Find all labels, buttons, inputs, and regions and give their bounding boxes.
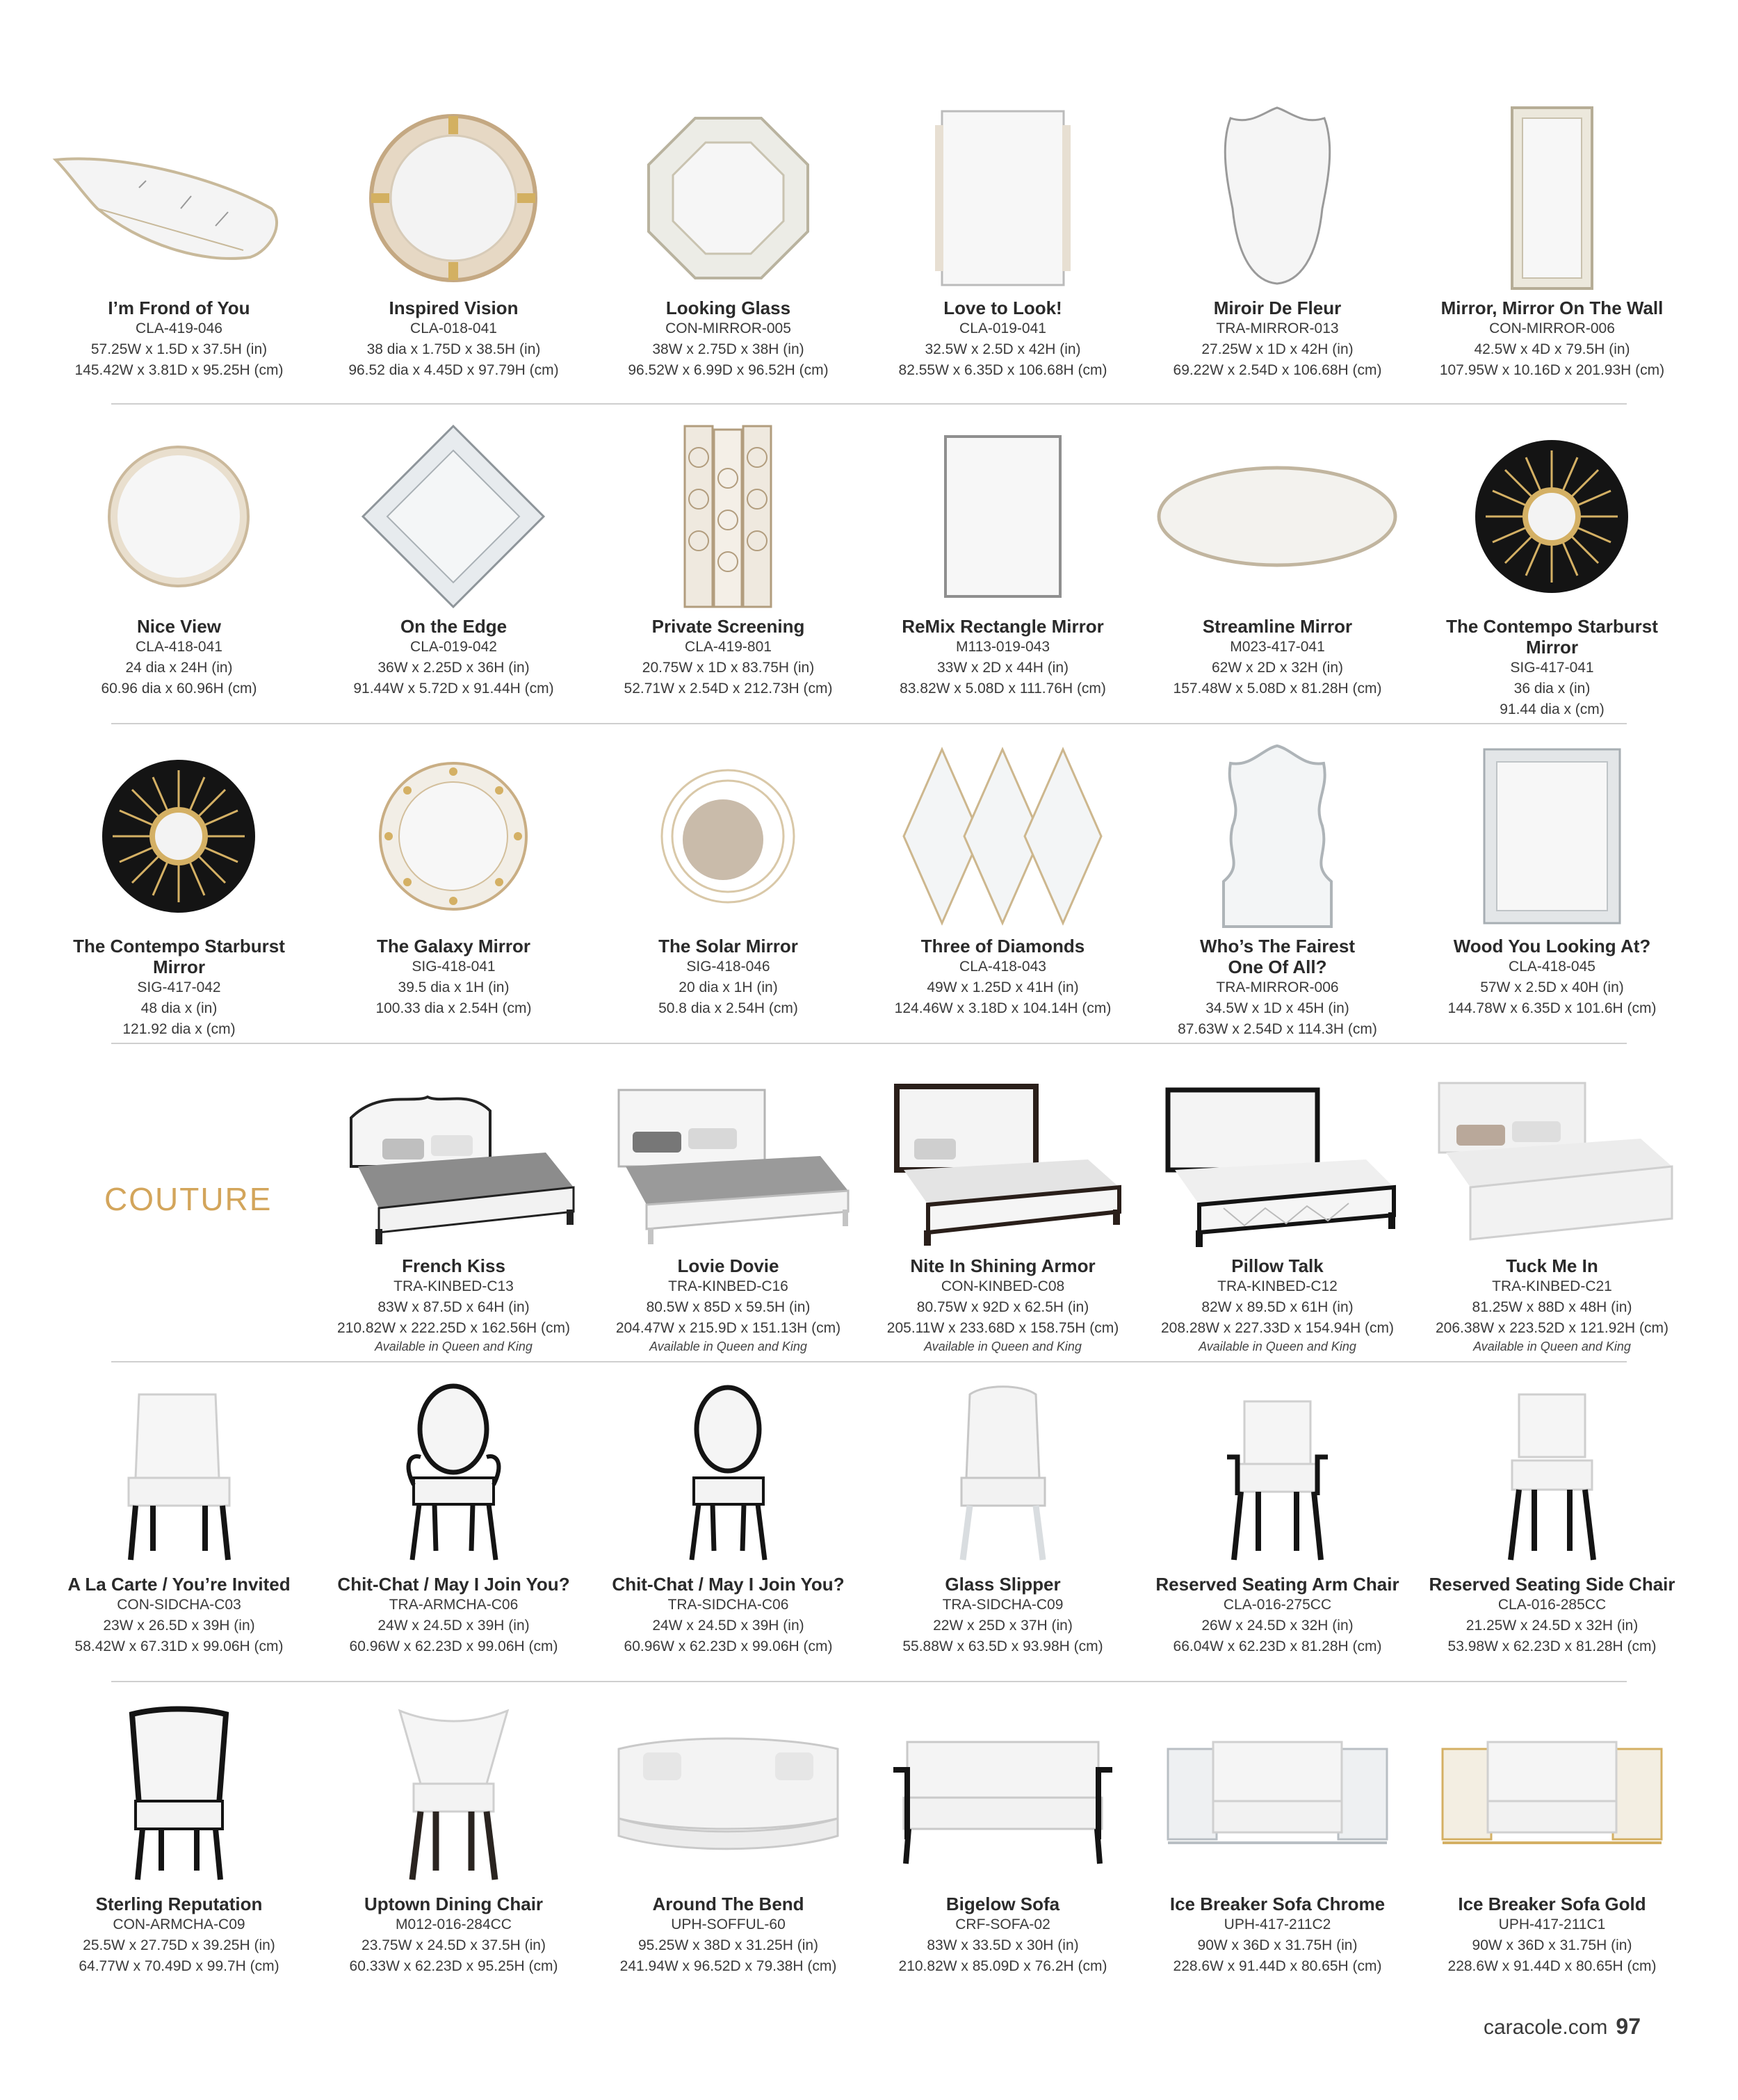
- product-sku: CON-MIRROR-005: [665, 320, 791, 336]
- product-info: [866, 1574, 1140, 1657]
- product-card[interactable]: [1140, 104, 1415, 410]
- product-dims-in: 83W x 33.5D x 30H (in): [927, 1937, 1079, 1953]
- octagon-mirror-image: [591, 104, 866, 292]
- page-number: 97: [1616, 2014, 1641, 2039]
- page-footer: [1484, 2014, 1641, 2040]
- product-card[interactable]: [591, 742, 866, 1048]
- product-row: [0, 423, 1738, 729]
- row-divider: [111, 1681, 1627, 1682]
- product-info: [591, 298, 866, 381]
- product-name: On the Edge: [400, 616, 507, 637]
- product-card[interactable]: [866, 742, 1140, 1048]
- product-dims-cm: 60.96 dia x 60.96H (cm): [101, 681, 257, 697]
- sofa-image: [1415, 1700, 1689, 1888]
- product-dims-in: 82W x 89.5D x 61H (in): [1201, 1299, 1354, 1315]
- product-dims-cm: 208.28W x 227.33D x 154.94H (cm): [1161, 1320, 1394, 1336]
- product-name: A La Carte / You’re Invited: [67, 1574, 291, 1595]
- product-card[interactable]: [866, 104, 1140, 410]
- product-info: [591, 936, 866, 1019]
- product-info: [1140, 1255, 1415, 1354]
- product-dims-in: 80.5W x 85D x 59.5H (in): [646, 1299, 811, 1315]
- product-name-line2: Mirror: [1525, 637, 1579, 658]
- product-card[interactable]: [316, 742, 591, 1048]
- product-info: [866, 298, 1140, 381]
- product-dims-in: 20.75W x 1D x 83.75H (in): [642, 660, 815, 676]
- product-name-line2: One Of All?: [1228, 957, 1327, 977]
- product-dims-cm: 100.33 dia x 2.54H (cm): [375, 1000, 532, 1016]
- product-name: Looking Glass: [665, 298, 791, 318]
- product-info: [591, 1574, 866, 1657]
- product-info: [42, 936, 316, 1040]
- tall-mirror-image: [1415, 104, 1689, 292]
- product-card[interactable]: [316, 423, 591, 729]
- round-mirror-image: [42, 423, 316, 610]
- product-info: [591, 616, 866, 699]
- availability-note: Available in Queen and King: [649, 1340, 807, 1353]
- bed-image: [1415, 1062, 1689, 1250]
- product-dims-in: 24W x 24.5D x 39H (in): [377, 1618, 530, 1634]
- product-name: Tuck Me In: [1506, 1255, 1598, 1276]
- product-dims-cm: 58.42W x 67.31D x 99.06H (cm): [74, 1638, 284, 1654]
- product-info: [866, 1255, 1140, 1354]
- product-dims-cm: 87.63W x 2.54D x 114.3H (cm): [1178, 1021, 1377, 1037]
- product-dims-cm: 91.44W x 5.72D x 91.44H (cm): [353, 681, 554, 697]
- bed-image: [316, 1062, 591, 1250]
- oval-mirror-image: [1140, 423, 1415, 610]
- bed-image: [1140, 1062, 1415, 1250]
- chair-image: [316, 1700, 591, 1888]
- product-card[interactable]: [42, 1381, 316, 1686]
- product-sku: TRA-MIRROR-013: [1216, 320, 1339, 336]
- chair-image: [42, 1381, 316, 1568]
- bed-image: [591, 1062, 866, 1250]
- product-dims-in: 25.5W x 27.75D x 39.25H (in): [83, 1937, 275, 1953]
- product-dims-in: 38 dia x 1.75D x 38.5H (in): [366, 341, 541, 357]
- product-name: The Contempo Starburst: [73, 936, 285, 957]
- product-name: Chit-Chat / May I Join You?: [612, 1574, 845, 1595]
- availability-note: Available in Queen and King: [924, 1340, 1082, 1353]
- availability-note: Available in Queen and King: [1199, 1340, 1356, 1353]
- product-name: The Solar Mirror: [658, 936, 798, 957]
- product-info: [866, 1894, 1140, 1977]
- product-card[interactable]: [591, 423, 866, 729]
- product-card[interactable]: [1415, 1381, 1689, 1686]
- product-name: Lovie Dovie: [677, 1255, 779, 1276]
- row-divider: [111, 403, 1627, 405]
- product-sku: TRA-SIDCHA-C09: [942, 1597, 1064, 1613]
- product-dims-in: 57.25W x 1.5D x 37.5H (in): [90, 341, 268, 357]
- product-info: [591, 1255, 866, 1354]
- product-name: Miroir De Fleur: [1213, 298, 1342, 318]
- section-label: COUTURE: [104, 1181, 273, 1217]
- product-name: French Kiss: [402, 1255, 505, 1276]
- product-dims-cm: 205.11W x 233.68D x 158.75H (cm): [886, 1320, 1119, 1336]
- product-dims-cm: 210.82W x 222.25D x 162.56H (cm): [337, 1320, 570, 1336]
- shield-mirror-image: [1140, 104, 1415, 292]
- screen-image: [591, 423, 866, 610]
- product-dims-in: 23.75W x 24.5D x 37.5H (in): [362, 1937, 546, 1953]
- armchair-image: [42, 1700, 316, 1888]
- product-card[interactable]: [42, 1700, 316, 2006]
- product-sku: UPH-417-211C2: [1224, 1916, 1331, 1932]
- product-info: [42, 298, 316, 381]
- bed-image: [866, 1062, 1140, 1250]
- product-dims-in: 81.25W x 88D x 48H (in): [1472, 1299, 1632, 1315]
- product-info: [1140, 1574, 1415, 1657]
- product-card[interactable]: [1140, 1700, 1415, 2006]
- framed-mirror-image: [1415, 742, 1689, 930]
- product-dims-cm: 210.82W x 85.09D x 76.2H (cm): [898, 1958, 1107, 1974]
- product-sku: TRA-SIDCHA-C06: [667, 1597, 789, 1613]
- product-card[interactable]: [866, 1381, 1140, 1686]
- product-dims-in: 80.75W x 92D x 62.5H (in): [916, 1299, 1089, 1315]
- chair-image: [866, 1381, 1140, 1568]
- availability-note: Available in Queen and King: [1473, 1340, 1631, 1353]
- product-dims-cm: 206.38W x 223.52D x 121.92H (cm): [1436, 1320, 1668, 1336]
- product-dims-cm: 204.47W x 215.9D x 151.13H (cm): [615, 1320, 841, 1336]
- site-url[interactable]: caracole.com: [1484, 2016, 1608, 2039]
- leaf-mirror-image: [42, 104, 316, 292]
- product-card[interactable]: [316, 1381, 591, 1686]
- product-name-line2: Mirror: [152, 957, 206, 977]
- product-dims-in: 33W x 2D x 44H (in): [936, 660, 1069, 676]
- product-dims-cm: 55.88W x 63.5D x 93.98H (cm): [902, 1638, 1103, 1654]
- product-card[interactable]: [316, 1062, 591, 1368]
- product-dims-in: 95.25W x 38D x 31.25H (in): [637, 1937, 819, 1953]
- product-dims-cm: 121.92 dia x (cm): [122, 1021, 236, 1037]
- product-dims-cm: 107.95W x 10.16D x 201.93H (cm): [1439, 362, 1665, 378]
- product-name: Around The Bend: [652, 1894, 804, 1914]
- product-name: Private Screening: [651, 616, 805, 637]
- product-card[interactable]: [1140, 742, 1415, 1048]
- product-dims-in: 39.5 dia x 1H (in): [398, 979, 510, 995]
- product-dims-cm: 157.48W x 5.08D x 81.28H (cm): [1173, 681, 1382, 697]
- chair-image: [591, 1381, 866, 1568]
- product-dims-cm: 60.96W x 62.23D x 99.06H (cm): [349, 1638, 558, 1654]
- product-dims-in: 24W x 24.5D x 39H (in): [652, 1618, 804, 1634]
- product-card[interactable]: [1140, 1381, 1415, 1686]
- product-card[interactable]: [591, 1700, 866, 2006]
- product-info: [866, 616, 1140, 699]
- product-name: Inspired Vision: [389, 298, 519, 318]
- product-info: [1415, 1255, 1689, 1354]
- product-dims-cm: 82.55W x 6.35D x 106.68H (cm): [898, 362, 1107, 378]
- product-dims-cm: 64.77W x 70.49D x 99.7H (cm): [79, 1958, 279, 1974]
- product-dims-in: 22W x 25D x 37H (in): [933, 1618, 1073, 1634]
- product-sku: M113-019-043: [955, 639, 1050, 655]
- product-sku: TRA-MIRROR-006: [1216, 979, 1339, 995]
- product-row: [0, 1381, 1738, 1686]
- solar-mirror-image: [591, 742, 866, 930]
- product-info: [866, 936, 1140, 1019]
- product-dims-in: 38W x 2.75D x 38H (in): [652, 341, 804, 357]
- product-card[interactable]: [42, 104, 316, 410]
- product-card[interactable]: [866, 1062, 1140, 1368]
- product-dims-cm: 96.52 dia x 4.45D x 97.79H (cm): [348, 362, 559, 378]
- product-sku: SIG-417-042: [137, 979, 221, 995]
- product-sku: UPH-SOFFUL-60: [671, 1916, 786, 1932]
- product-name: Nite In Shining Armor: [910, 1255, 1096, 1276]
- product-dims-in: 90W x 36D x 31.75H (in): [1197, 1937, 1358, 1953]
- product-name: ReMix Rectangle Mirror: [902, 616, 1104, 637]
- product-sku: CON-SIDCHA-C03: [117, 1597, 241, 1613]
- product-info: [1140, 616, 1415, 699]
- product-sku: TRA-KINBED-C16: [668, 1278, 788, 1294]
- product-dims-in: 32.5W x 2.5D x 42H (in): [925, 341, 1081, 357]
- product-sku: M023-417-041: [1230, 639, 1325, 655]
- product-dims-in: 36 dia x (in): [1513, 681, 1591, 697]
- product-sku: TRA-KINBED-C21: [1492, 1278, 1612, 1294]
- product-name: Sterling Reputation: [95, 1894, 263, 1914]
- product-sku: CLA-419-801: [685, 639, 772, 655]
- availability-note: Available in Queen and King: [375, 1340, 533, 1353]
- product-dims-cm: 66.04W x 62.23D x 81.28H (cm): [1173, 1638, 1382, 1654]
- product-card[interactable]: [1415, 1700, 1689, 2006]
- product-name: Mirror, Mirror On The Wall: [1440, 298, 1664, 318]
- product-dims-in: 90W x 36D x 31.75H (in): [1472, 1937, 1632, 1953]
- product-sku: TRA-KINBED-C13: [393, 1278, 514, 1294]
- product-dims-in: 21.25W x 24.5D x 32H (in): [1465, 1618, 1639, 1634]
- product-dims-cm: 96.52W x 6.99D x 96.52H (cm): [628, 362, 829, 378]
- product-sku: CLA-019-042: [410, 639, 497, 655]
- product-name: Wood You Looking At?: [1453, 936, 1651, 957]
- product-name: Reserved Seating Side Chair: [1429, 1574, 1675, 1595]
- armchair-image: [1140, 1381, 1415, 1568]
- product-info: [316, 1894, 591, 1977]
- product-dims-in: 62W x 2D x 32H (in): [1211, 660, 1344, 676]
- product-sku: SIG-418-046: [686, 959, 770, 975]
- product-card[interactable]: [42, 742, 316, 1048]
- product-dims-in: 27.25W x 1D x 42H (in): [1201, 341, 1354, 357]
- product-dims-cm: 228.6W x 91.44D x 80.65H (cm): [1173, 1958, 1382, 1974]
- product-info: [316, 1574, 591, 1657]
- product-info: [1415, 936, 1689, 1019]
- product-card[interactable]: [316, 104, 591, 410]
- product-dims-cm: 124.46W x 3.18D x 104.14H (cm): [894, 1000, 1112, 1016]
- product-dims-cm: 60.96W x 62.23D x 99.06H (cm): [624, 1638, 833, 1654]
- product-card[interactable]: [316, 1700, 591, 2006]
- product-sku: SIG-417-041: [1510, 660, 1594, 676]
- galaxy-mirror-image: [316, 742, 591, 930]
- product-card[interactable]: [1415, 742, 1689, 1048]
- product-name: Nice View: [137, 616, 221, 637]
- product-dims-in: 34.5W x 1D x 45H (in): [1205, 1000, 1349, 1016]
- product-dims-cm: 50.8 dia x 2.54H (cm): [658, 1000, 798, 1016]
- sofa-image: [1140, 1700, 1415, 1888]
- product-info: [1415, 616, 1689, 720]
- product-sku: CLA-419-046: [136, 320, 222, 336]
- product-sku: SIG-418-041: [412, 959, 496, 975]
- product-card[interactable]: [1415, 423, 1689, 729]
- product-info: [42, 616, 316, 699]
- rectangle-mirror-image: [866, 104, 1140, 292]
- product-name: I’m Frond of You: [108, 298, 250, 318]
- product-sku: CLA-019-041: [959, 320, 1046, 336]
- product-name: The Contempo Starburst: [1446, 616, 1658, 637]
- product-sku: CON-KINBED-C08: [941, 1278, 1065, 1294]
- product-sku: CLA-016-275CC: [1223, 1597, 1332, 1613]
- product-dims-cm: 145.42W x 3.81D x 95.25H (cm): [74, 362, 284, 378]
- product-dims-cm: 228.6W x 91.44D x 80.65H (cm): [1447, 1958, 1657, 1974]
- armchair-image: [316, 1381, 591, 1568]
- product-name: The Galaxy Mirror: [376, 936, 531, 957]
- product-sku: CON-MIRROR-006: [1489, 320, 1615, 336]
- product-dims-cm: 53.98W x 62.23D x 81.28H (cm): [1447, 1638, 1657, 1654]
- sofa-image: [866, 1700, 1140, 1888]
- product-sku: CRF-SOFA-02: [955, 1916, 1050, 1932]
- product-info: [316, 936, 591, 1019]
- product-row: [0, 1062, 1738, 1368]
- product-name: Who’s The Fairest: [1200, 936, 1355, 957]
- product-name: Streamline Mirror: [1202, 616, 1353, 637]
- product-card[interactable]: [1415, 1062, 1689, 1368]
- diamond-mirror-image: [316, 423, 591, 610]
- product-sku: TRA-KINBED-C12: [1217, 1278, 1338, 1294]
- product-name: Love to Look!: [943, 298, 1062, 318]
- three-diamonds-image: [866, 742, 1140, 930]
- rectangle-mirror-image: [866, 423, 1140, 610]
- product-sku: UPH-417-211C1: [1498, 1916, 1606, 1932]
- product-name: Ice Breaker Sofa Chrome: [1169, 1894, 1386, 1914]
- product-card[interactable]: [42, 423, 316, 729]
- product-name: Glass Slipper: [945, 1574, 1061, 1595]
- product-card[interactable]: [1415, 104, 1689, 410]
- row-divider: [111, 723, 1627, 724]
- product-info: [1140, 298, 1415, 381]
- product-dims-in: 23W x 26.5D x 39H (in): [103, 1618, 255, 1634]
- product-info: [42, 1574, 316, 1657]
- product-card[interactable]: [866, 1700, 1140, 2006]
- product-sku: CON-ARMCHA-C09: [113, 1916, 245, 1932]
- product-dims-in: 36W x 2.25D x 36H (in): [377, 660, 530, 676]
- product-sku: M012-016-284CC: [396, 1916, 512, 1932]
- product-info: [1415, 1894, 1689, 1977]
- product-dims-cm: 52.71W x 2.54D x 212.73H (cm): [624, 681, 833, 697]
- product-card[interactable]: [1140, 1062, 1415, 1368]
- round-mirror-image: [316, 104, 591, 292]
- product-info: [42, 1894, 316, 1977]
- product-card[interactable]: [591, 104, 866, 410]
- product-name: Three of Diamonds: [920, 936, 1085, 957]
- product-sku: CLA-018-041: [410, 320, 497, 336]
- row-divider: [111, 1043, 1627, 1044]
- product-dims-in: 49W x 1.25D x 41H (in): [927, 979, 1079, 995]
- product-dims-in: 20 dia x 1H (in): [679, 979, 778, 995]
- product-dims-cm: 83.82W x 5.08D x 111.76H (cm): [900, 681, 1106, 697]
- arched-mirror-image: [1140, 742, 1415, 930]
- product-info: [591, 1894, 866, 1977]
- product-dims-cm: 144.78W x 6.35D x 101.6H (cm): [1447, 1000, 1657, 1016]
- row-divider: [111, 1361, 1627, 1362]
- product-sku: TRA-ARMCHA-C06: [389, 1597, 519, 1613]
- product-info: [316, 1255, 591, 1354]
- product-row: [0, 104, 1738, 410]
- starburst-mirror-image: [1415, 423, 1689, 610]
- product-sku: CLA-418-041: [136, 639, 222, 655]
- product-dims-cm: 69.22W x 2.54D x 106.68H (cm): [1173, 362, 1382, 378]
- starburst-mirror-image: [42, 742, 316, 930]
- product-card[interactable]: [866, 423, 1140, 729]
- product-info: [1140, 1894, 1415, 1977]
- product-dims-cm: 241.94W x 96.52D x 79.38H (cm): [619, 1958, 837, 1974]
- product-card[interactable]: [1140, 423, 1415, 729]
- product-dims-in: 24 dia x 24H (in): [125, 660, 233, 676]
- product-info: [1140, 936, 1415, 1040]
- product-card[interactable]: [591, 1381, 866, 1686]
- product-name: Ice Breaker Sofa Gold: [1458, 1894, 1646, 1914]
- product-info: [1415, 1574, 1689, 1657]
- product-dims-in: 42.5W x 4D x 79.5H (in): [1474, 341, 1630, 357]
- product-info: [1415, 298, 1689, 381]
- chair-image: [1415, 1381, 1689, 1568]
- product-dims-in: 57W x 2.5D x 40H (in): [1480, 979, 1624, 995]
- product-name: Reserved Seating Arm Chair: [1155, 1574, 1399, 1595]
- product-name: Bigelow Sofa: [945, 1894, 1060, 1914]
- product-row: [0, 1700, 1738, 2006]
- product-info: [316, 616, 591, 699]
- product-info: [316, 298, 591, 381]
- product-row: [0, 742, 1738, 1048]
- sofa-image: [591, 1700, 866, 1888]
- product-dims-in: 83W x 87.5D x 64H (in): [377, 1299, 530, 1315]
- product-sku: CLA-418-043: [959, 959, 1046, 975]
- product-sku: CLA-016-285CC: [1497, 1597, 1607, 1613]
- product-dims-in: 48 dia x (in): [140, 1000, 218, 1016]
- product-sku: CLA-418-045: [1509, 959, 1595, 975]
- product-dims-cm: 91.44 dia x (cm): [1500, 701, 1605, 717]
- product-card[interactable]: [591, 1062, 866, 1368]
- product-dims-in: 26W x 24.5D x 32H (in): [1201, 1618, 1354, 1634]
- product-name: Chit-Chat / May I Join You?: [337, 1574, 570, 1595]
- product-dims-cm: 60.33W x 62.23D x 95.25H (cm): [349, 1958, 558, 1974]
- product-name: Uptown Dining Chair: [364, 1894, 544, 1914]
- product-name: Pillow Talk: [1231, 1255, 1324, 1276]
